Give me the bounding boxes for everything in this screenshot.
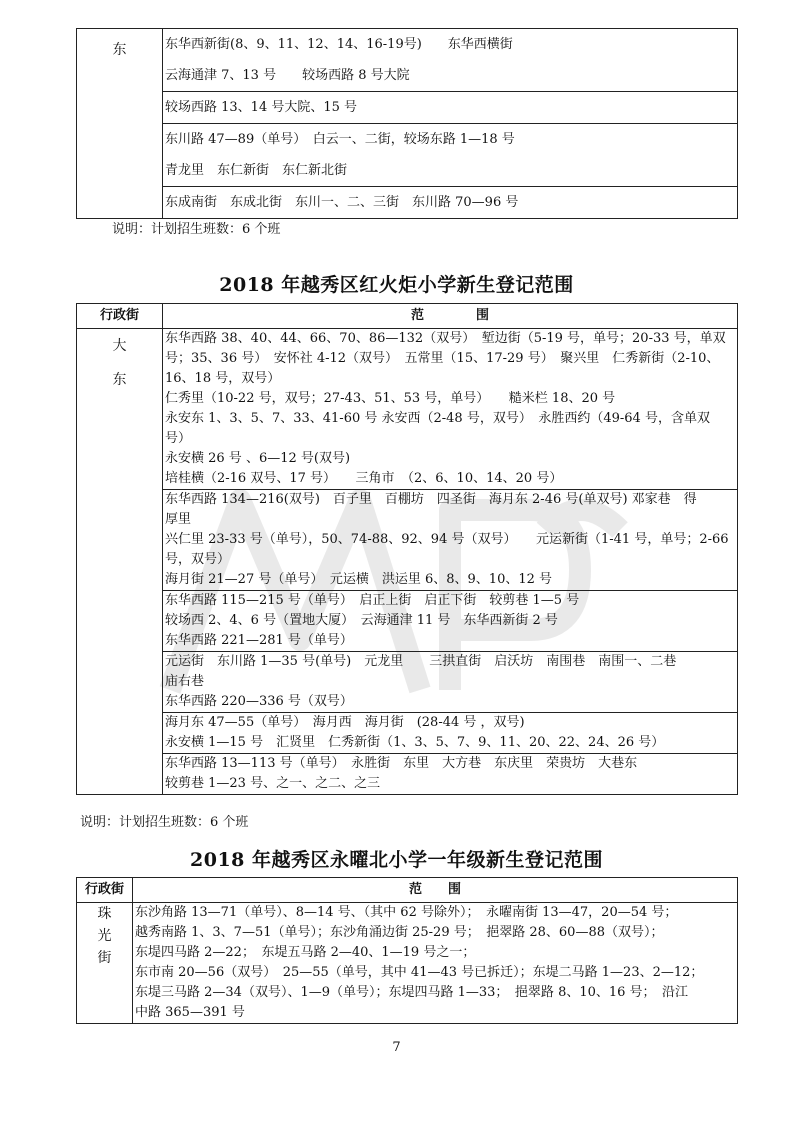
header-row bbox=[77, 304, 738, 329]
table-row bbox=[77, 754, 738, 795]
range-line: 东市南 20—56（双号） 25—55（单号，其中 41—43 号已拆迁）；东堤二马路 1—23、2—12； bbox=[135, 965, 704, 980]
header-row bbox=[77, 878, 738, 903]
range-line: 培桂横（2-16 双号、17 号） 三角市 （2、6、10、14、20 号） bbox=[165, 471, 563, 486]
range-line: 东华西路 134—216(双号) 百子里 百棚坊 四圣街 海月东 2-46 号(单双号) 邓家巷 得 bbox=[165, 492, 697, 507]
table-row bbox=[77, 92, 738, 124]
street-cell bbox=[77, 903, 133, 1024]
range-line: 永安横 26 号 、6—12 号(双号) bbox=[165, 451, 351, 466]
section2-note: 说明：计划招生班数：6 个班 bbox=[80, 815, 249, 830]
page-number: 7 bbox=[392, 1040, 401, 1055]
range-line: 仁秀里（10-22 号，双号；27-43、51、53 号，单号） 糙米栏 18、20 号 bbox=[165, 391, 616, 406]
range-line: 东华西路 221—281 号（单号） bbox=[165, 633, 353, 648]
range-line: 号；35、36 号） 安怀社 4-12（双号） 五常里（15、17-29 号） 聚兴里 仁秀新街（2-10、 bbox=[165, 351, 720, 366]
header-street: 行政街 bbox=[77, 304, 163, 329]
range-cell bbox=[163, 29, 738, 92]
table-row bbox=[77, 652, 738, 713]
range-line: 东华西新街(8、9、11、12、14、16-19号) 东华西横街 bbox=[165, 37, 513, 52]
table-row bbox=[77, 29, 738, 92]
street-name: 东 bbox=[112, 42, 127, 58]
range-cell bbox=[163, 754, 738, 795]
range-line: 东华西路 38、40、44、66、70、86—132（双号） 堑边街（5-19 号，单号；20-33 号，单双 bbox=[165, 331, 726, 346]
range-line: 海月东 47—55（单号） 海月西 海月街 (28-44 号 ，双号) bbox=[165, 715, 525, 730]
street-char: 街 bbox=[97, 950, 112, 966]
range-line: 厚里 bbox=[165, 512, 192, 527]
range-line: 东成南街 东成北街 东川一、二、三街 东川路 70—96 号 bbox=[165, 195, 519, 210]
table-row bbox=[77, 591, 738, 652]
range-line: 元运街 东川路 1—35 号(单号) 元龙里 三拱直街 启沃坊 南围巷 南围一、二巷 bbox=[165, 654, 677, 669]
range-line: 兴仁里 23-33 号（单号），50、74-88、92、94 号（双号） 元运新街（1-41 号，单号；2-66 bbox=[165, 532, 729, 547]
range-line: 较场西路 13、14 号大院、15 号 bbox=[165, 100, 358, 115]
header-range: 范 围 bbox=[133, 878, 738, 903]
section1-table bbox=[76, 28, 738, 219]
table-row bbox=[77, 187, 738, 219]
range-line: 中路 365—391 号 bbox=[135, 1005, 245, 1020]
section3-table bbox=[76, 877, 738, 1024]
section2-table bbox=[76, 303, 738, 795]
range-line: 号，双号） bbox=[165, 552, 231, 567]
range-line: 青龙里 东仁新街 东仁新北街 bbox=[165, 163, 348, 178]
range-line: 16、18 号，双号） bbox=[165, 371, 281, 386]
table-row bbox=[77, 490, 738, 591]
street-char: 大 bbox=[112, 338, 127, 354]
street-cell bbox=[77, 29, 163, 219]
range-line: 东华西路 13—113 号（单号） 永胜街 东里 大方巷 东庆里 荣贵坊 大巷东 bbox=[165, 756, 638, 771]
street-char: 光 bbox=[97, 928, 112, 944]
range-line: 东华西路 220—336 号（双号） bbox=[165, 694, 353, 709]
range-cell bbox=[163, 92, 738, 124]
range-line: 东堤三马路 2—34（双号）、1—9（单号）；东堤四马路 1—33； 挹翠路 8、10、16 号； 沿江 bbox=[135, 985, 689, 1000]
range-cell bbox=[163, 490, 738, 591]
street-char: 珠 bbox=[97, 906, 112, 922]
range-line: 东沙角路 13—71（单号）、8—14 号、（其中 62 号除外）； 永曜南街 13—47，20—54 号； bbox=[135, 905, 678, 920]
section3-title: 2018 年越秀区永曜北小学一年级新生登记范围 bbox=[190, 849, 603, 871]
range-line: 庙右巷 bbox=[165, 674, 205, 689]
range-line: 东华西路 115—215 号（单号） 启正上街 启正下街 较剪巷 1—5 号 bbox=[165, 593, 580, 608]
street-char: 东 bbox=[112, 372, 127, 388]
range-line: 永安东 1、3、5、7、33、41-60 号 永安西（2-48 号，双号） 永胜西约（49-64 号，含单双 bbox=[165, 411, 710, 426]
range-line: 较剪巷 1—23 号、之一、之二、之三 bbox=[165, 776, 381, 791]
range-line: 越秀南路 1、3、7—51（单号）；东沙角涌边街 25-29 号； 挹翠路 28、60—88（双号）； bbox=[135, 925, 664, 940]
range-cell bbox=[163, 591, 738, 652]
table-row bbox=[77, 903, 738, 1024]
range-cell bbox=[133, 903, 738, 1024]
range-cell bbox=[163, 124, 738, 187]
range-line: 较场西 2、4、6 号（置地大厦） 云海通津 11 号 东华西新街 2 号 bbox=[165, 613, 558, 628]
range-line: 号） bbox=[165, 431, 192, 446]
range-cell bbox=[163, 329, 738, 490]
range-line: 永安横 1—15 号 汇贤里 仁秀新街（1、3、5、7、9、11、20、22、24、26 号） bbox=[165, 735, 665, 750]
range-line: 东川路 47—89（单号） 白云一、二街，较场东路 1—18 号 bbox=[165, 132, 515, 147]
table-row bbox=[77, 124, 738, 187]
header-range: 范 围 bbox=[163, 304, 738, 329]
range-line: 云海通津 7、13 号 较场西路 8 号大院 bbox=[165, 68, 410, 83]
header-street: 行政街 bbox=[77, 878, 133, 903]
table-row bbox=[77, 713, 738, 754]
street-cell bbox=[77, 329, 163, 795]
range-cell bbox=[163, 652, 738, 713]
range-cell bbox=[163, 713, 738, 754]
section1-note: 说明：计划招生班数：6 个班 bbox=[112, 222, 281, 237]
range-line: 东堤四马路 2—22； 东堤五马路 2—40、1—19 号之一； bbox=[135, 945, 476, 960]
range-line: 海月街 21—27 号（单号） 元运横 洪运里 6、8、9、10、12 号 bbox=[165, 572, 553, 587]
range-cell bbox=[163, 187, 738, 219]
section2-title: 2018 年越秀区红火炬小学新生登记范围 bbox=[219, 274, 574, 296]
table-row bbox=[77, 329, 738, 490]
